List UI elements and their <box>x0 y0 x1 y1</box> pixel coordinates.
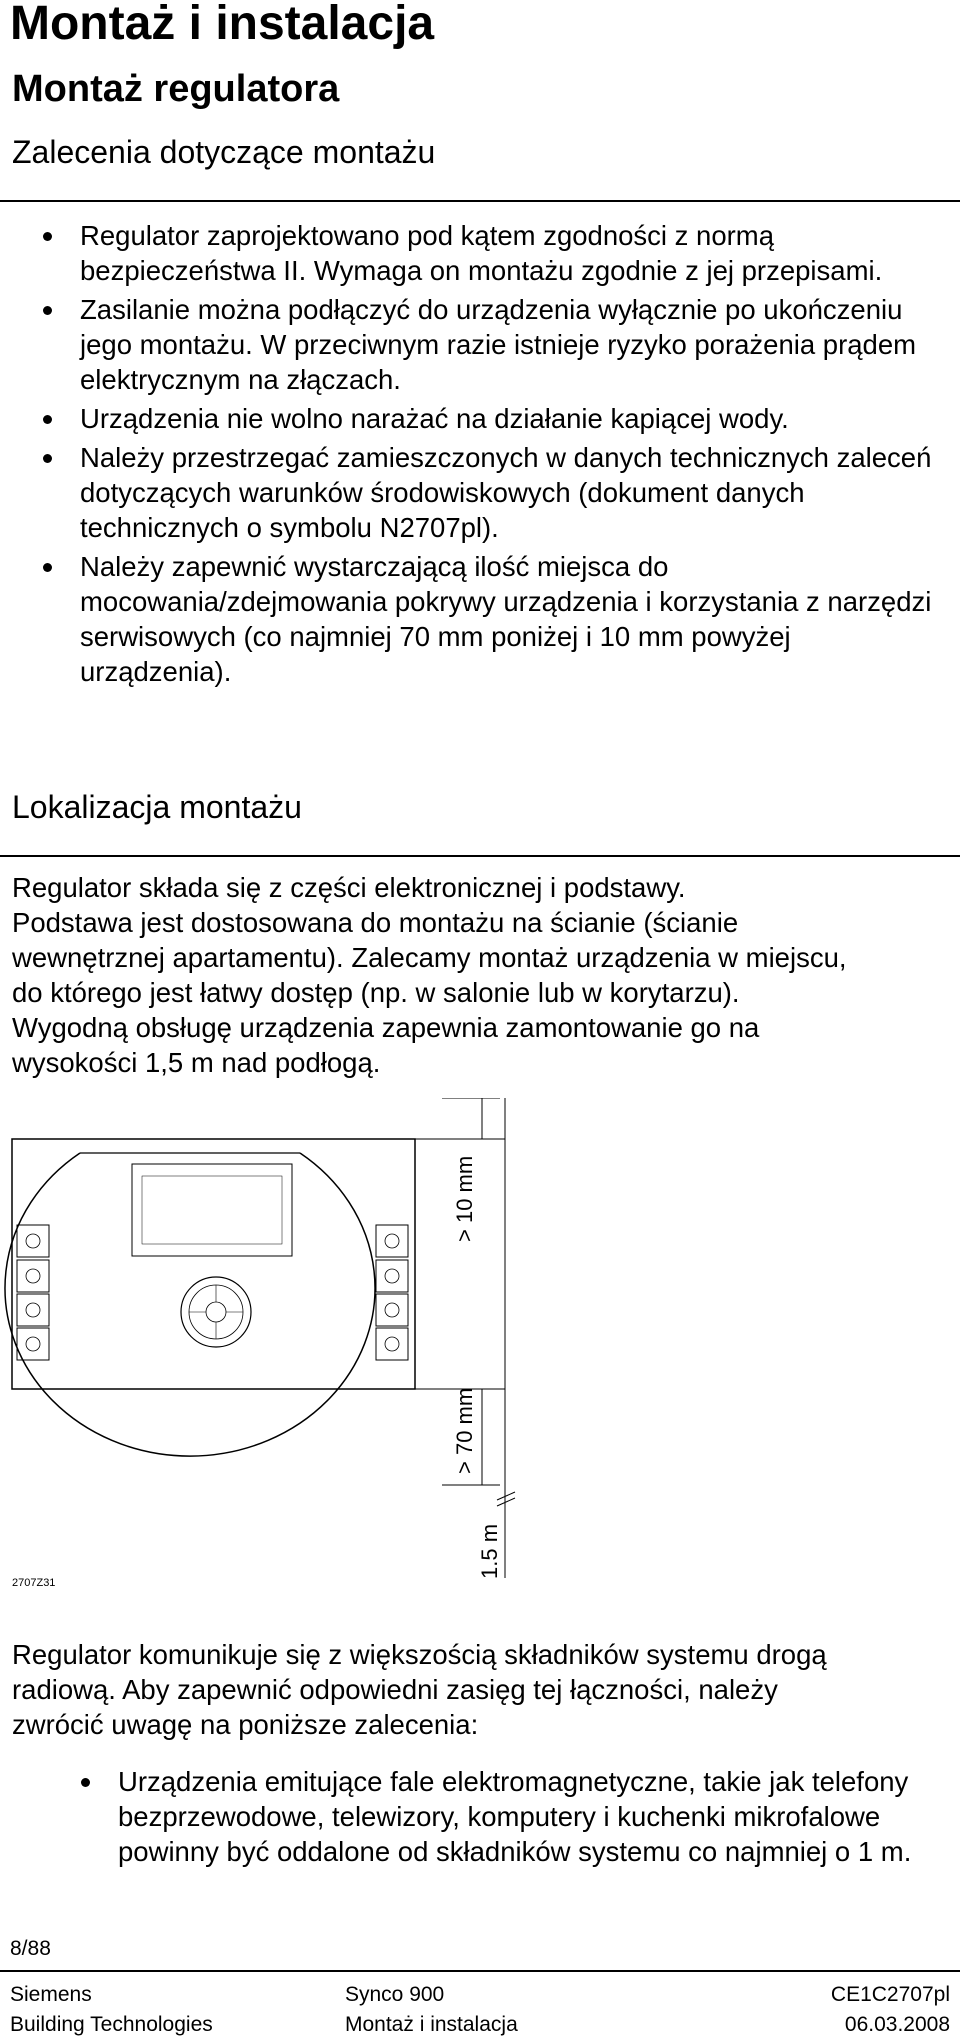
footer-company: Siemens <box>10 1983 92 2006</box>
page-number: 8/88 <box>10 1937 51 1960</box>
radio-paragraph <box>12 1637 948 1742</box>
recommendations-list <box>80 218 940 693</box>
paragraph-line: do którego jest łatwy dostęp (np. w salonie lub w korytarzu). <box>12 977 740 1008</box>
footer-left <box>10 1980 213 2040</box>
paragraph-line: Regulator składa się z części elektronicznej i podstawy. <box>12 872 686 903</box>
subsection-title-mounting-location: Lokalizacja montażu <box>12 789 302 825</box>
bullet-icon <box>43 454 52 463</box>
footer-chapter: Montaż i instalacja <box>345 2013 518 2036</box>
page-title: Montaż i instalacja <box>10 0 435 50</box>
bullet-icon <box>43 306 52 315</box>
paragraph-line: Podstawa jest dostosowana do montażu na ścianie (ścianie <box>12 907 739 938</box>
section-divider <box>0 200 960 202</box>
subsection-title-mounting-recommendations: Zalecenia dotyczące montażu <box>12 134 436 170</box>
mounting-clearance-diagram <box>0 1098 960 1598</box>
footer-document-id: CE1C2707pl <box>830 1983 950 2006</box>
list-item: Należy przestrzegać zamieszczonych w danych technicznych zaleceń dotyczących warunków środowiskowych (dokument danych technicznych o symbolu N2707pl). <box>80 440 940 545</box>
footer-product: Synco 900 <box>345 1983 445 2006</box>
list-item: Urządzenia emitujące fale elektromagnetyczne, takie jak telefony bezprzewodowe, telewizory, komputery i kuchenki mikrofalowe powinny być oddalone od składników systemu co najmniej o 1 m. <box>118 1764 948 1869</box>
footer-date: 06.03.2008 <box>844 2013 950 2036</box>
section-heading: Montaż regulatora <box>12 68 340 110</box>
location-paragraph <box>12 870 948 1080</box>
bullet-icon <box>43 415 52 424</box>
list-item: Urządzenia nie wolno narażać na działanie kapiącej wody. <box>80 401 940 436</box>
controller-device-illustration <box>5 1139 415 1456</box>
footer-right <box>831 1980 950 2040</box>
paragraph-line: wewnętrznej apartamentu). Zalecamy montaż urządzenia w miejscu, <box>12 942 847 973</box>
paragraph-line: Regulator komunikuje się z większością składników systemu drogą <box>12 1639 827 1670</box>
list-item: Zasilanie można podłączyć do urządzenia wyłącznie po ukończeniu jego montażu. W przeciwnym razie istnieje ryzyko porażenia prądem elektrycznym na złączach. <box>80 292 940 397</box>
device-display <box>132 1164 292 1256</box>
footer-divider <box>0 1970 960 1972</box>
clearance-top-label: > 10 mm <box>452 1155 477 1242</box>
paragraph-line: radiową. Aby zapewnić odpowiedni zasięg tej łączności, należy <box>12 1674 778 1705</box>
bullet-icon <box>43 563 52 572</box>
radio-recommendations-list <box>118 1764 948 1869</box>
list-item: Regulator zaprojektowano pod kątem zgodności z normą bezpieczeństwa II. Wymaga on montażu zgodnie z jej przepisami. <box>80 218 900 288</box>
mounting-height-label: 1.5 m <box>477 1523 502 1579</box>
paragraph-line: Wygodną obsługę urządzenia zapewnia zamontowanie go na <box>12 1012 760 1043</box>
paragraph-line: zwrócić uwagę na poniższe zalecenia: <box>12 1709 479 1740</box>
footer-center <box>345 1980 518 2040</box>
list-item: Należy zapewnić wystarczającą ilość miejsca do mocowania/zdejmowania pokrywy urządzenia i korzystania z narzędzi serwisowych (co najmniej 70 mm poniżej i 10 mm powyżej urządzenia). <box>80 549 940 689</box>
paragraph-line: wysokości 1,5 m nad podłogą. <box>12 1047 381 1078</box>
footer-division: Building Technologies <box>10 2013 213 2036</box>
section-divider <box>0 855 960 857</box>
figure-id: 2707Z31 <box>12 1577 56 1589</box>
bullet-icon <box>81 1778 90 1787</box>
clearance-bottom-label: > 70 mm <box>452 1387 477 1474</box>
bullet-icon <box>43 232 52 241</box>
